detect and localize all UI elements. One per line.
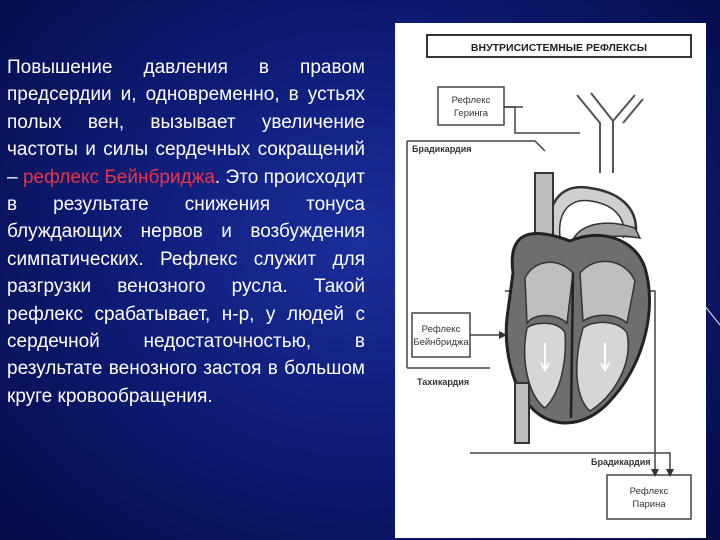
hering-box-line1: Рефлекс <box>451 95 491 106</box>
bradycardia-top-label: Брадикардия <box>412 144 472 154</box>
hering-reflex-box <box>438 87 504 125</box>
bainbridge-box-line1: Рефлекс <box>421 324 461 335</box>
bainbridge-reflex-box <box>412 313 470 357</box>
hering-box-line2: Геринга <box>453 108 489 119</box>
parin-reflex-box <box>607 475 691 519</box>
parin-box-line2: Парина <box>632 499 666 510</box>
bradycardia-bottom-label: Брадикардия <box>591 457 651 467</box>
tachycardia-label: Тахикардия <box>417 377 470 387</box>
parin-box-line1: Рефлекс <box>629 486 669 497</box>
heart-drawing <box>506 173 649 443</box>
heart-reflex-diagram <box>395 23 706 538</box>
decorative-corner-line <box>700 300 720 340</box>
paragraph-text-start: Повышение давления в правом предсердии и, одновременно, в устьях полых вен, вызывает увеличение частоты и силы сердечных сокращений – <box>7 57 365 188</box>
bainbridge-box-line2: Бейнбриджа <box>413 337 469 348</box>
carotid-vessels-drawing <box>577 93 643 173</box>
reflex-figure <box>395 23 706 538</box>
paragraph-text-end: . Это происходит в результате снижения тонуса блуждающих нервов и возбуждения симпатических. Рефлекс служит для разгрузки венозного русла. Такой рефлекс срабатывает, н-р, у людей с сердечной недостаточностью, в результате венозного застоя в большом круге кровообращения. <box>7 166 365 407</box>
bainbridge-reflex-highlight: рефлекс Бейнбриджа <box>22 166 215 188</box>
slide-paragraph <box>7 54 365 410</box>
figure-header-text: ВНУТРИСИСТЕМНЫЕ РЕФЛЕКСЫ <box>470 42 648 54</box>
